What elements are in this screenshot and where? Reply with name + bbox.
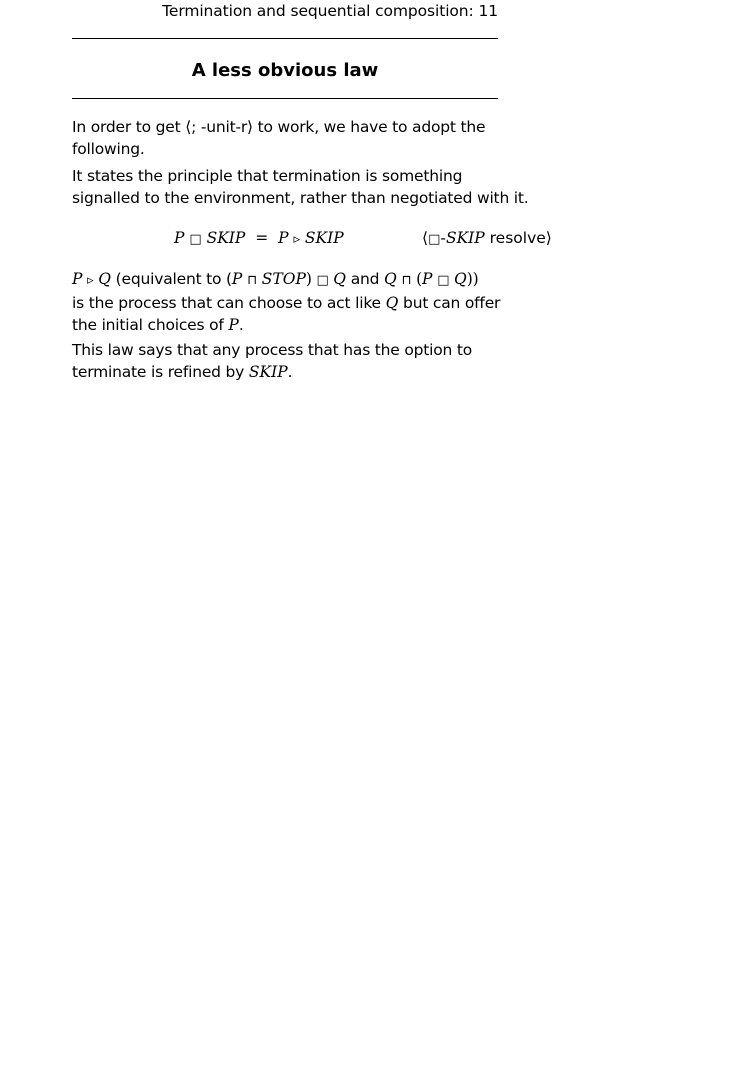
timeout-line-2-q: Q [385,294,399,312]
law-name [422,227,552,251]
timeout-line-1 [72,268,512,292]
principle-paragraph [72,165,529,209]
timeout-op-symbol: ▹ [87,273,94,288]
intro-line-1: In order to get ⟨; -unit-r⟩ to work, we have to adopt the [72,118,486,136]
law-lhs-p: P [174,229,185,247]
timeout-q: Q [98,270,111,288]
refinement-paragraph [72,339,512,383]
law-name-close-bracket: ⟩ [545,229,552,247]
timeout-text-5: )) [466,270,479,288]
external-choice-symbol-3: □ [437,273,450,288]
timeout-line-3-p: P [228,316,239,334]
law-equation [174,227,344,251]
law-lhs-skip: SKIP [206,229,246,247]
external-choice-symbol-2: □ [316,273,329,288]
title-rule-bottom [72,98,498,99]
timeout-text-3: and [346,270,385,288]
timeout-line-3 [72,314,512,336]
timeout-text-4: ( [416,270,423,288]
timeout-text-1: (equivalent to ( [110,270,232,288]
law-rhs-skip: SKIP [304,229,344,247]
timeout-line-2-a: is the process that can choose to act like [72,294,386,312]
law-name-open-bracket: ⟨ [422,229,429,247]
refinement-line-2-b: . [287,363,293,381]
refinement-line-2 [72,361,512,383]
law-name-dash: - [440,229,446,247]
timeout-line-3-b: . [238,316,244,334]
external-choice-symbol: □ [189,232,202,247]
law-name-skip: SKIP [445,229,485,247]
internal-choice-symbol-2: ⊓ [401,273,412,288]
timeout-p2: P [231,270,243,288]
refinement-line-2-a: terminate is refined by [72,363,249,381]
refinement-skip: SKIP [248,363,288,381]
timeout-line-3-a: the initial choices of [72,316,229,334]
timeout-p: P [72,270,83,288]
internal-choice-symbol: ⊓ [247,273,258,288]
timeout-q3: Q [384,270,397,288]
stop-term: STOP [261,270,306,288]
timeout-paragraph [72,268,512,336]
principle-line-2: signalled to the environment, rather than negotiated with it. [72,189,529,207]
intro-paragraph [72,116,512,160]
title-rule-top [72,38,498,39]
timeout-q4: Q [454,270,467,288]
timeout-p3: P [422,270,433,288]
timeout-line-2 [72,292,512,314]
slide-title: A less obvious law [191,60,379,81]
law-name-choice-symbol: □ [428,232,441,247]
running-head: Termination and sequential composition: 11 [162,2,498,20]
law-name-word: resolve [484,229,546,247]
law-rhs-p: P [278,229,289,247]
timeout-q2: Q [333,270,347,288]
timeout-symbol: ▹ [293,232,300,247]
principle-line-1: It states the principle that termination is something [72,167,463,185]
equals-symbol: = [255,229,269,247]
refinement-line-1: This law says that any process that has the option to [72,341,473,359]
timeout-text-2: ) [305,270,312,288]
timeout-line-2-b: but can offer [398,294,501,312]
intro-line-2: following. [72,140,145,158]
